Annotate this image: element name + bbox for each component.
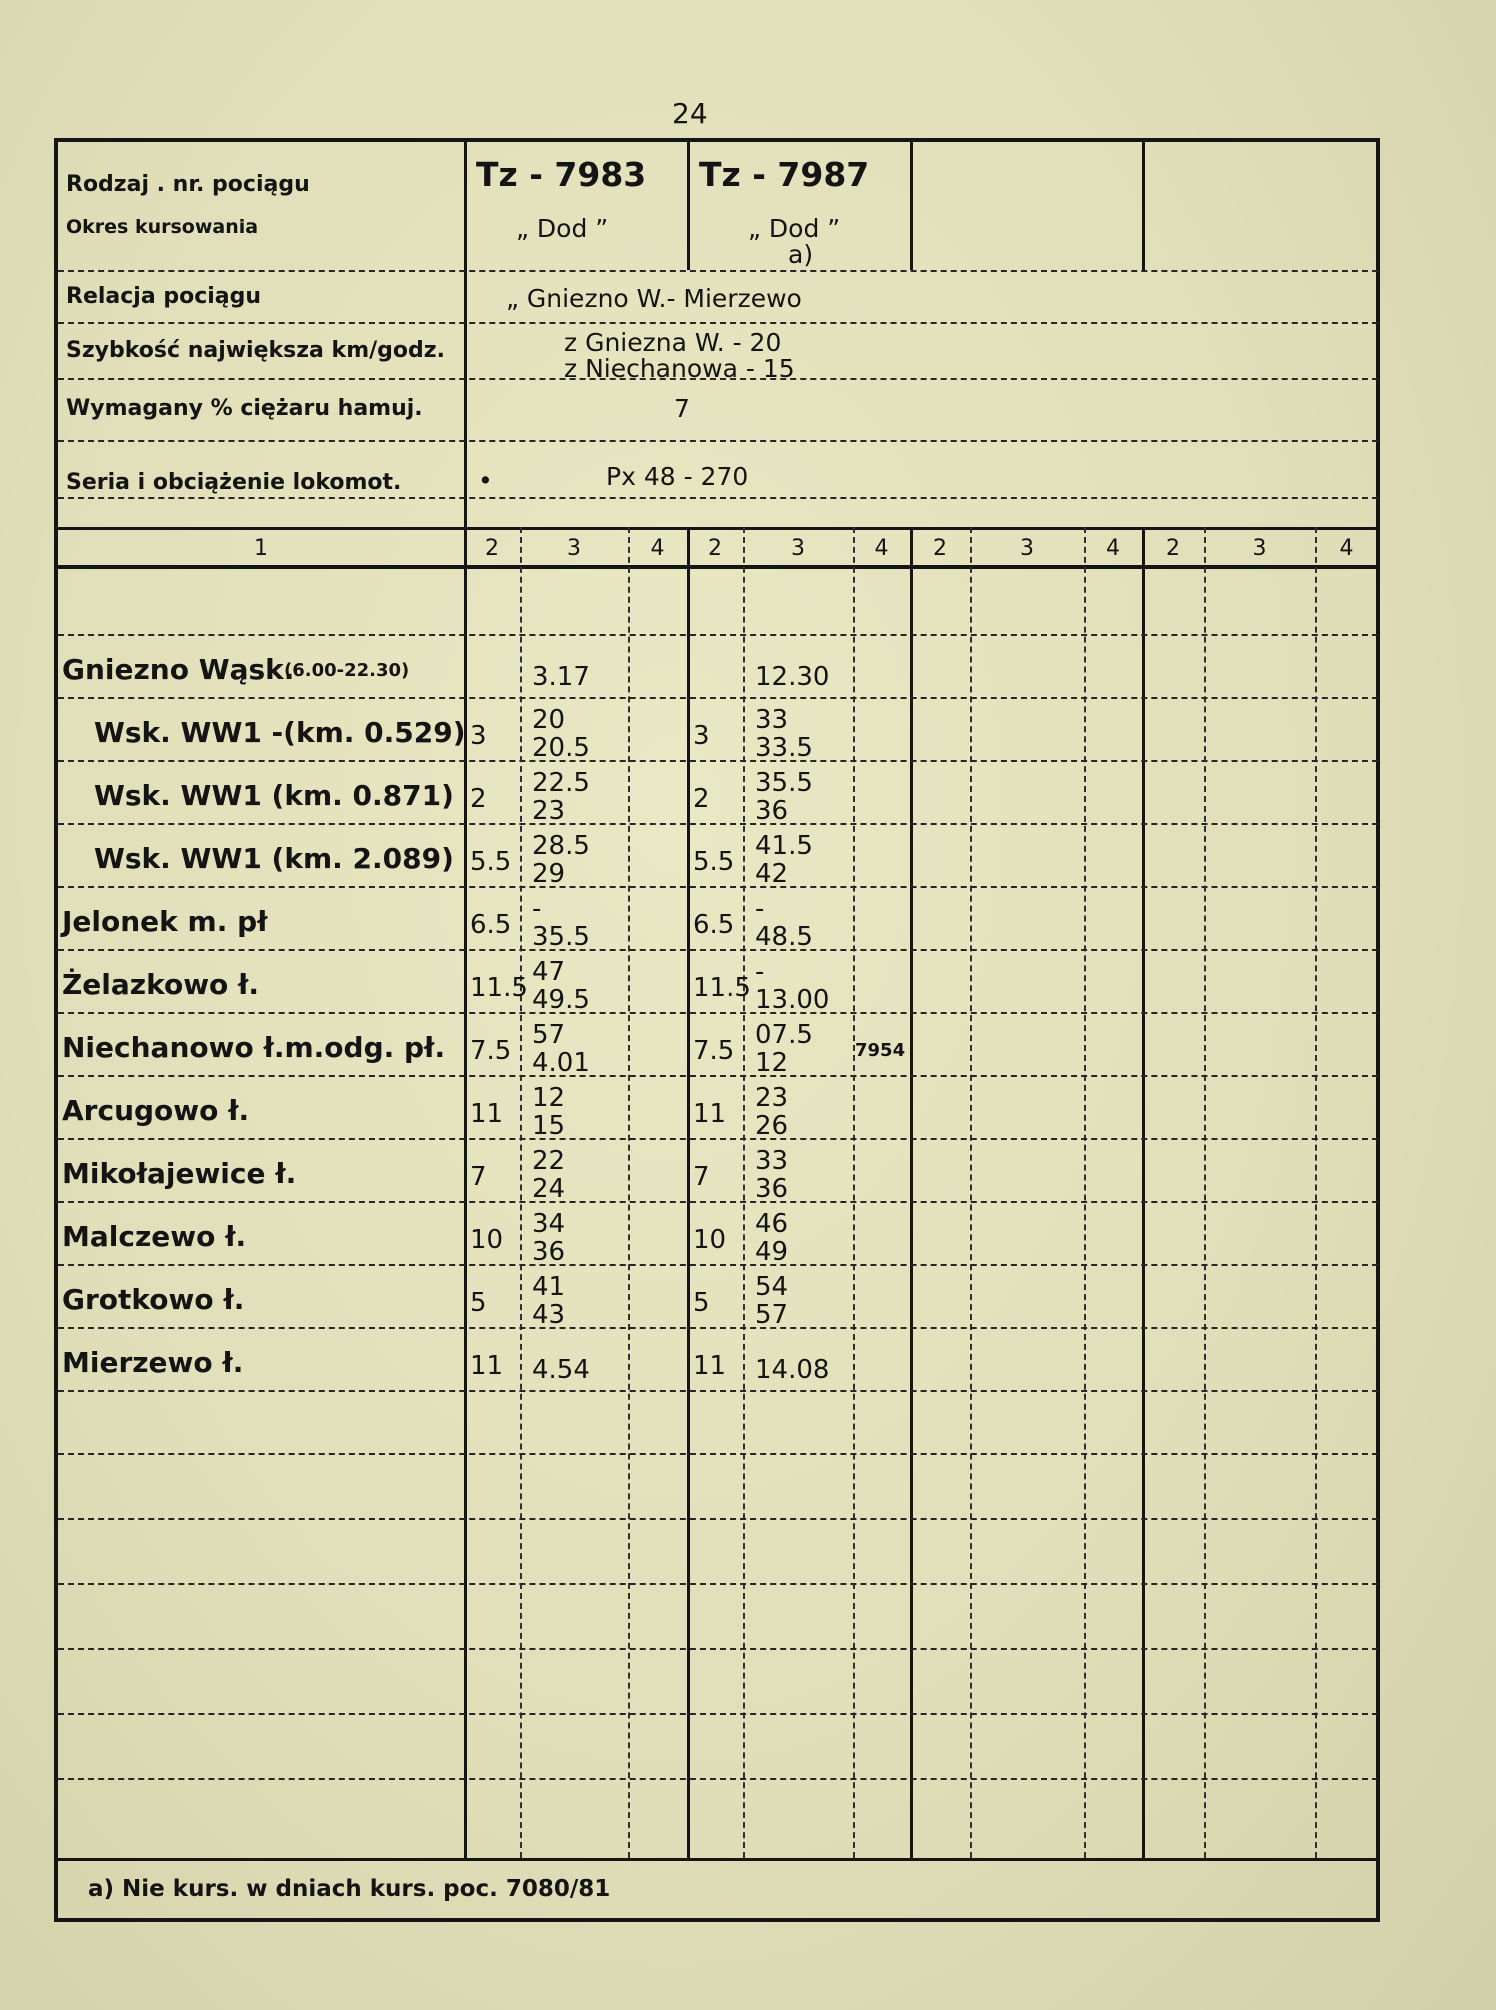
departure-time: 12 [755,1048,789,1078]
label-relation: Relacja pociągu [66,284,262,309]
distance-km: 5.5 [693,847,735,877]
arrival-time: 46 [755,1209,789,1239]
arrival-time: 41.5 [755,831,813,861]
speed-line-1: z Gniezna W. - 20 [564,328,782,357]
column-number: 4 [874,536,889,561]
arrival-time: 35.5 [755,768,813,798]
row-rule [58,1012,1378,1014]
empty-row-rule [58,1583,1378,1585]
row-rule [58,1327,1378,1329]
station-name: Malczewo ł. [62,1220,247,1253]
grid-column-line [1142,527,1145,1858]
empty-row-rule [58,1778,1378,1780]
train-2-period: „ Dod ” [748,214,841,243]
arrival-time: 23 [755,1083,789,1113]
label-period: Okres kursowania [66,216,259,238]
row-rule [58,634,1378,636]
arrival-time: 41 [532,1272,566,1302]
distance-km: 11 [693,1351,727,1381]
column-number: 2 [933,536,947,561]
column-number: 2 [485,536,499,561]
distance-km: 3 [470,721,487,751]
header-rule [58,497,1378,499]
departure-time: 49.5 [532,985,590,1015]
grid-column-line [687,527,690,1858]
departure-time: 48.5 [755,922,813,952]
column-number: 3 [1252,536,1267,561]
grid-column-line [853,527,855,1858]
distance-km: 5 [470,1288,487,1318]
departure-time: 13.00 [755,985,830,1015]
station-name: Wsk. WW1 -(km. 0.529) [94,716,466,749]
grid-column-line [970,527,972,1858]
header-rule [58,527,1378,530]
distance-km: 10 [693,1225,727,1255]
crossing-note: 7954 [855,1040,906,1061]
row-rule [58,1075,1378,1077]
header-rule [58,322,1378,324]
column-number: 2 [708,536,722,561]
brake-value: 7 [674,394,690,423]
empty-row-rule [58,1518,1378,1520]
station-name: Mikołajewice ł. [62,1157,297,1190]
empty-row-rule [58,1453,1378,1455]
label-speed: Szybkość największa km/godz. [66,338,445,363]
header-rule [58,440,1378,442]
distance-km: 11.5 [693,973,751,1003]
header-divider [687,142,690,270]
loco-bullet: • [478,466,493,495]
departure-time: 4.01 [532,1048,590,1078]
departure-time: 29 [532,859,566,889]
grid-column-line [910,527,913,1858]
distance-km: 11 [470,1099,504,1129]
arrival-time: 22.5 [532,768,590,798]
distance-km: 7.5 [470,1036,512,1066]
departure-time: 15 [532,1111,566,1141]
empty-row-rule [58,1648,1378,1650]
arrival-time: 57 [532,1020,566,1050]
arrival-time: 07.5 [755,1020,813,1050]
arrival-time: 33 [755,705,789,735]
station-name: Niechanowo ł.m.odg. pł. [62,1031,446,1064]
distance-km: 2 [470,784,487,814]
distance-km: 6.5 [693,910,735,940]
train-2-note: a) [788,240,814,269]
distance-km: 7.5 [693,1036,735,1066]
departure-time: 42 [755,859,789,889]
label-loco: Seria i obciążenie lokomot. [66,470,402,495]
train-2-number: Tz - 7987 [699,155,870,194]
footnote: a) Nie kurs. w dniach kurs. poc. 7080/81 [88,1876,611,1902]
train-1-period: „ Dod ” [516,214,609,243]
departure-time: 24 [532,1174,566,1204]
arrival-time: 12 [532,1083,566,1113]
departure-time: 36 [755,796,789,826]
arrival-time: - [532,894,542,924]
grid-column-line [743,527,745,1858]
column-number: 4 [650,536,665,561]
row-rule [58,1201,1378,1203]
page-number: 24 [672,97,708,130]
distance-km: 7 [470,1162,487,1192]
departure-time: 23 [532,796,566,826]
station-hours: (6.00-22.30) [284,660,410,681]
row-rule [58,760,1378,762]
departure-time: 26 [755,1111,789,1141]
row-rule [58,1264,1378,1266]
arrival-time: 20 [532,705,566,735]
grid-column-line [520,527,522,1858]
arrival-time: - [755,894,765,924]
departure-time: 49 [755,1237,789,1267]
departure-time: 36 [755,1174,789,1204]
row-rule [58,1390,1378,1392]
row-rule [58,823,1378,825]
grid-column-line [1084,527,1086,1858]
empty-row-rule [58,1713,1378,1715]
row-rule [58,697,1378,699]
departure-time: 35.5 [532,922,590,952]
column-number: 3 [791,536,805,561]
loco-value: Px 48 - 270 [606,462,749,491]
train-1-number: Tz - 7983 [476,155,647,194]
column-number-rule [58,565,1378,569]
header-divider [910,142,913,270]
speed-line-2: z Niechanowa - 15 [564,354,795,383]
station-name: Wsk. WW1 (km. 0.871) [94,779,454,812]
column-number: 3 [1020,536,1034,561]
station-name: Gniezno Wąsk. [62,653,295,686]
departure-time: 14.08 [755,1355,830,1385]
row-rule [58,1138,1378,1140]
station-name: Żelazkowo ł. [62,968,260,1001]
station-name: Wsk. WW1 (km. 2.089) [94,842,454,875]
departure-time: 36 [532,1237,566,1267]
arrival-time: 33 [755,1146,789,1176]
column-number: 4 [1339,536,1354,561]
distance-km: 11 [693,1099,727,1129]
column-number: 3 [567,536,581,561]
departure-time: 12.30 [755,662,830,692]
arrival-time: 34 [532,1209,566,1239]
header-divider [464,142,467,527]
arrival-time: 47 [532,957,566,987]
departure-time: 4.54 [532,1355,590,1385]
arrival-time: 28.5 [532,831,590,861]
column-number: 2 [1166,536,1180,561]
header-rule [58,270,1378,272]
label-brake: Wymagany % ciężaru hamuj. [66,396,423,421]
distance-km: 5 [693,1288,710,1318]
grid-column-line [1315,527,1317,1858]
relation-value: „ Gniezno W.- Mierzewo [506,284,802,313]
header-divider [1142,142,1145,270]
departure-time: 33.5 [755,733,813,763]
label-train: Rodzaj . nr. pociągu [66,172,310,197]
distance-km: 7 [693,1162,710,1192]
distance-km: 11 [470,1351,504,1381]
arrival-time: - [755,957,765,987]
arrival-time: 54 [755,1272,789,1302]
grid-column-line [1204,527,1206,1858]
column-number: 4 [1106,536,1120,561]
distance-km: 2 [693,784,710,814]
arrival-time: 22 [532,1146,566,1176]
departure-time: 57 [755,1300,789,1330]
grid-column-line [628,527,630,1858]
column-number: 1 [254,536,268,561]
distance-km: 11.5 [470,973,528,1003]
distance-km: 10 [470,1225,504,1255]
timetable-sheet [54,138,1380,1922]
distance-km: 3 [693,721,710,751]
departure-time: 3.17 [532,662,590,692]
row-rule [58,949,1378,951]
distance-km: 5.5 [470,847,512,877]
departure-time: 43 [532,1300,566,1330]
station-name: Arcugowo ł. [62,1094,250,1127]
footnote-rule [58,1858,1378,1861]
station-name: Mierzewo ł. [62,1346,244,1379]
departure-time: 20.5 [532,733,590,763]
station-name: Grotkowo ł. [62,1283,245,1316]
station-name: Jelonek m. pł [62,905,268,938]
row-rule [58,886,1378,888]
distance-km: 6.5 [470,910,512,940]
